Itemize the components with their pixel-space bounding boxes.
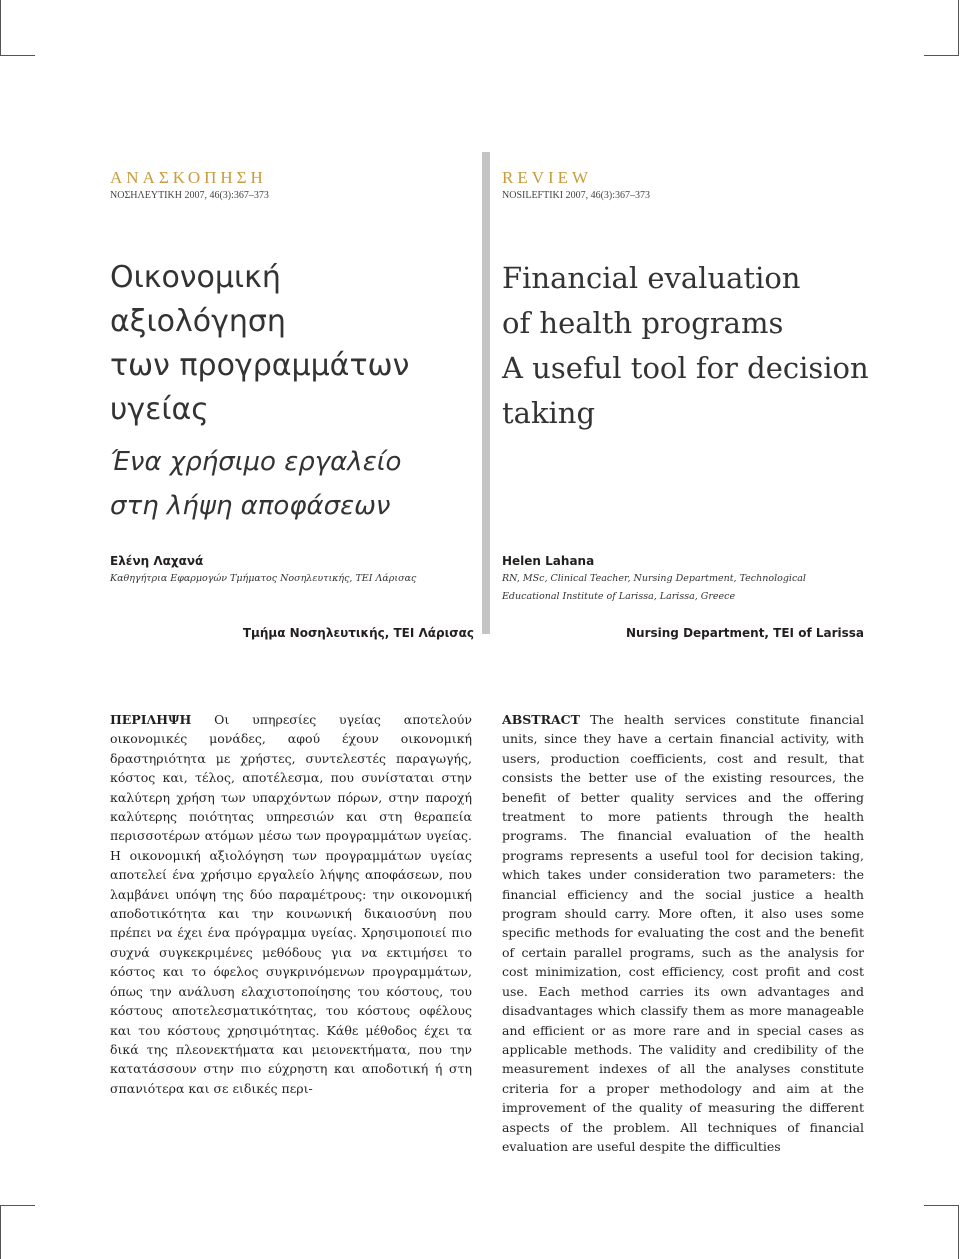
english-title xyxy=(502,256,882,436)
crop-mark-bottom-left xyxy=(0,1205,1,1259)
greek-author-name: Ελένη Λαχανά xyxy=(110,554,204,568)
greek-department: Τμήμα Νοσηλευτικής, ΤΕΙ Λάρισας xyxy=(242,626,474,640)
crop-mark-bottom-right xyxy=(958,1205,959,1259)
english-title-line: Financial evaluation xyxy=(502,261,801,295)
greek-title-line: αξιολόγηση xyxy=(110,304,286,339)
greek-abstract xyxy=(110,710,472,1098)
english-abstract-label: ABSTRACT xyxy=(502,712,580,727)
english-author-block xyxy=(502,552,864,606)
greek-section-label: ΑΝΑΣΚΟΠΗΣΗ xyxy=(110,168,267,187)
english-author-name: Helen Lahana xyxy=(502,554,595,568)
greek-title xyxy=(110,256,482,432)
crop-mark-bottom-left-h xyxy=(0,1205,35,1206)
greek-subtitle xyxy=(110,440,482,528)
greek-subtitle-line: στη λήψη αποφάσεων xyxy=(110,491,391,521)
greek-author-block xyxy=(110,552,480,588)
english-header xyxy=(502,168,872,201)
column-divider xyxy=(482,152,490,634)
english-title-line: A useful tool for decision xyxy=(502,351,869,385)
english-citation: NOSILEFTIKI 2007, 46(3):367–373 xyxy=(502,190,651,201)
greek-abstract-text: Οι υπηρεσίες υγείας αποτελούν οικονομικές μονάδες, αφού έχουν οικονομική δραστηριότητα με χρήστες, συντελεστές παραγωγής, κόστος και, τέλος, αποτέλεσμα, που συνίσταται στην καλύτερη χρήση των υπαρχόντων πόρων, στην παροχή καλύτερης ποιότητας υπηρεσιών και στη θεραπεία περισσοτέρων ατόμων μέσω των προγραμμάτων υγείας. Η οικονομική αξιολόγηση των προγραμμάτων υγείας αποτελεί ένα χρήσιμο εργαλείο λήψης αποφάσεων, που λαμβάνει υπόψη της δύο παραμέτρους: την οικονομική αποδοτικότητα και την κοινωνική δικαιοσύνη που πρέπει να έχει ένα πρόγραμμα υγείας. Χρησιμοποιεί πιο συχνά συγκεκριμένες μεθόδους για να εκτιμήσει το κόστος και το όφελος συγκρινόμενων προγραμμάτων, όπως την ανάλυση ελαχιστοποίησης του κόστους, του κόστους αποτελεσματικότητας, του κόστους οφέλους και του κόστους χρησιμότητας. Κάθε μέθοδος έχει τα δικά της πλεονεκτήματα και μειονεκτήματα, που την κατατάσσουν στην πιο εύχρηστη και αποδοτική ή στη σπανιότερα και σε ειδικές περι- xyxy=(110,712,472,1096)
crop-mark-top-left-h xyxy=(0,55,35,56)
english-affiliation: RN, MSc, Clinical Teacher, Nursing Department, Technological Educational Institute of Larissa, Larissa, Greece xyxy=(502,573,806,602)
crop-mark-bottom-right-h xyxy=(924,1205,959,1206)
greek-abstract-label: ΠΕΡΙΛΗΨΗ xyxy=(110,712,192,727)
greek-title-line: των προγραμμάτων xyxy=(110,348,410,383)
greek-subtitle-line: Ένα χρήσιμο εργαλείο xyxy=(110,447,402,477)
greek-title-line: υγείας xyxy=(110,392,209,427)
crop-mark-top-left xyxy=(0,0,1,55)
english-abstract xyxy=(502,710,864,1156)
greek-title-line: Οικονομική xyxy=(110,260,281,295)
greek-header xyxy=(110,168,480,201)
english-section-label: REVIEW xyxy=(502,168,593,187)
crop-mark-top-right xyxy=(958,0,959,55)
english-abstract-text: The health services constitute financial units, since they have a certain financial activity, with users, production coefficients, cost and result, that consists the better use of the existing resources, the benefit of better quality services and the offering treatment to more patients through the health programs. The financial evaluation of the health programs represents a useful tool for decision taking, which takes under consideration two parameters: the financial efficiency and the social justice a health program should carry. More often, it also uses some specific methods for evaluating the cost and the benefit of certain parallel programs, such as the analysis for cost minimization, cost efficiency, cost profit and cost use. Each method carries its own advantages and disadvantages which classify them as more manageable and efficient or as more rare and in special cases as applicable methods. The validity and credibility of the measurement indexes of all the analyses constitute criteria for a proper methodology and aim at the improvement of the quality of measuring the different aspects of the problem. All techniques of financial evaluation are useful despite the difficulties xyxy=(502,712,864,1154)
english-department: Nursing Department, TEI of Larissa xyxy=(626,626,864,640)
greek-citation: ΝΟΣΗΛΕΥΤΙΚΗ 2007, 46(3):367–373 xyxy=(110,190,269,201)
greek-affiliation: Καθηγήτρια Εφαρμογών Τμήματος Νοσηλευτικής, ΤΕΙ Λάρισας xyxy=(110,573,417,584)
english-title-line: taking xyxy=(502,396,596,430)
english-title-line: of health programs xyxy=(502,306,784,340)
crop-mark-top-right-h xyxy=(924,55,959,56)
